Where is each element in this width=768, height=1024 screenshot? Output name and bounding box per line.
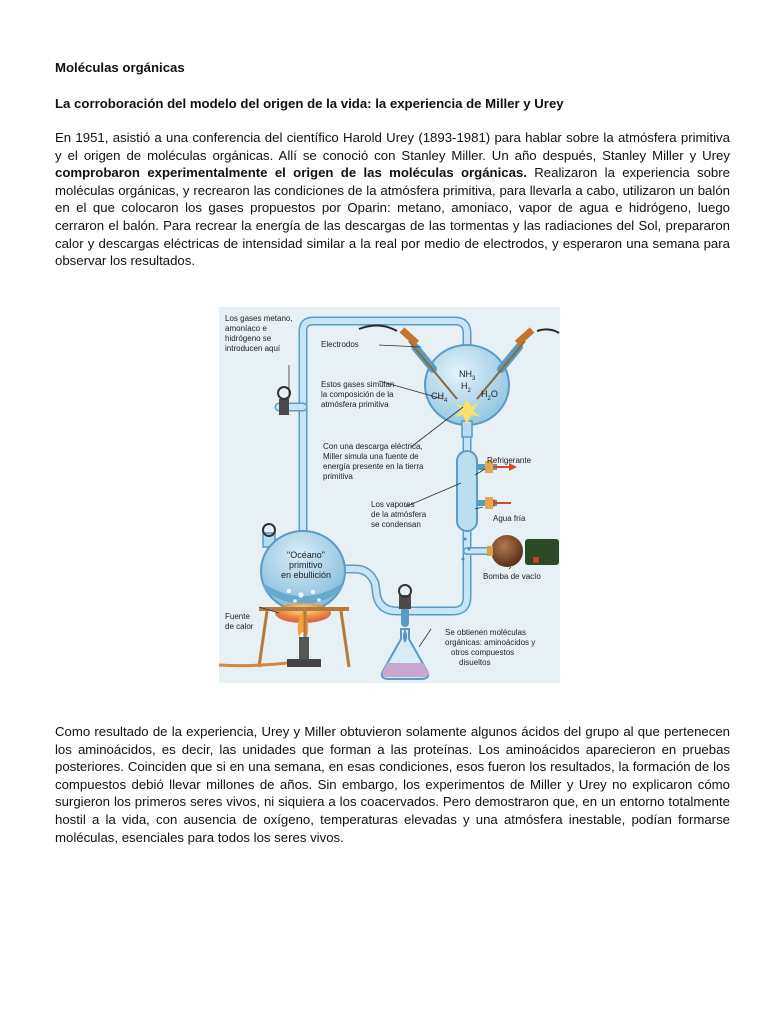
vapors-label-line2: de la atmósfera: [371, 510, 427, 519]
result-label-line4: disueltos: [459, 658, 491, 667]
gases-label-line4: introducen aquí: [225, 344, 281, 353]
paragraph-intro: [55, 129, 730, 270]
ocean-label-line3: en ebullición: [281, 570, 332, 580]
miller-urey-apparatus-svg: [219, 307, 560, 683]
heat-label-line1: Fuente: [225, 612, 250, 621]
vacuum-pump-label: Bomba de vacío: [483, 572, 541, 581]
discharge-label-line1: Con una descarga eléctrica,: [323, 442, 423, 451]
paragraph-intro-bold: comprobaron experimentalmente el origen de las moléculas orgánicas.: [55, 165, 527, 181]
formula-nh3: $NH_3$: [459, 369, 476, 382]
gases-label-line1: Los gases metano,: [225, 314, 293, 323]
document-subheading: La corroboración del modelo del origen de la vida: la experiencia de Miller y Urey: [55, 96, 564, 111]
discharge-label-line2: Miller simula una fuente de: [323, 452, 419, 461]
vacuum-pump: [487, 535, 559, 567]
gas-inlet-stopcock: [278, 387, 290, 415]
gases-label-line3: hidrógeno se: [225, 334, 272, 343]
formula-h2: $H_2$: [461, 381, 471, 394]
vapors-label-line3: se condensan: [371, 520, 421, 529]
miller-urey-diagram: [219, 307, 560, 683]
cold-water-label: Agua fría: [493, 514, 526, 523]
heat-label-line2: de calor: [225, 622, 254, 631]
result-label-line2: orgánicas: aminoácidos y: [445, 638, 536, 647]
collection-flask: [382, 585, 429, 679]
paragraph-results: Como resultado de la experiencia, Urey y Miller obtuvieron solamente algunos ácidos del grupo al que pertenecen los aminoácidos, es decir, las unidades que forman a las proteínas. Los aminoácidos aparecieron en pruebas posteriores. Coinciden que si en una semana, en esas condiciones, esos fueron los resultados, la formación de los compuestos debió llevar millones de años. Sin embargo, los experimentos de Miller y Urey no explicaron cómo surgieron los primeros seres vivos, ni siquiera a los coacervados. Pero demostraron que, en un entorno totalmente hostil a la vida, con ausencia de oxígeno, temperaturas elevadas y una atmósfera inestable, podían formarse moléculas, esenciales para todos los seres vivos.: [55, 724, 730, 845]
discharge-label-line4: primitiva: [323, 472, 353, 481]
simulate-label-line1: Estos gases simulan: [321, 380, 395, 389]
refrigerant-label: Refrigerante: [487, 456, 532, 465]
electrodes-label: Electrodos: [321, 340, 359, 349]
discharge-label-line3: energía presente en la tierra: [323, 462, 424, 471]
formula-ch4: $CH_4$: [431, 391, 448, 404]
formula-h2o: $H_2O$: [481, 389, 498, 402]
gases-label-line2: amoníaco e: [225, 324, 267, 333]
paragraph-intro-start: En 1951, asistió a una conferencia del científico Harold Urey (1893-1981) para hablar sobre la atmósfera primitiva y el origen de moléculas orgánicas. Allí se conoció con Stanley Miller. Un año después, Stanley Miller y Urey: [55, 130, 730, 163]
ocean-label-line2: primitivo: [289, 560, 323, 570]
document-heading: Moléculas orgánicas: [55, 60, 185, 75]
simulate-label-line3: atmósfera primitiva: [321, 400, 389, 409]
result-label-line3: otros compuestos: [451, 648, 515, 657]
ocean-label-line1: "Océano": [287, 550, 325, 560]
paragraph-intro-end: Realizaron la experiencia sobre moléculas orgánicas, y recrearon las condiciones de la atmósfera primitiva, para llevarla a cabo, utilizaron un balón en el que colocaron los gases propuestos por Oparin: metano, amoniaco, vapor de agua e hidrógeno, luego cerraron el balón. Para recrear la energía de las descargas de las tormentas y las radiaciones del Sol, prepararon calor y descargas eléctricas de intensidad similar a la real por medio de electrodos, y esperaron una semana para observar los resultados.: [55, 165, 730, 269]
simulate-label-line2: la composición de la: [321, 390, 394, 399]
vapors-label-line1: Los vapores: [371, 500, 415, 509]
result-label-line1: Se obtienen moléculas: [445, 628, 526, 637]
